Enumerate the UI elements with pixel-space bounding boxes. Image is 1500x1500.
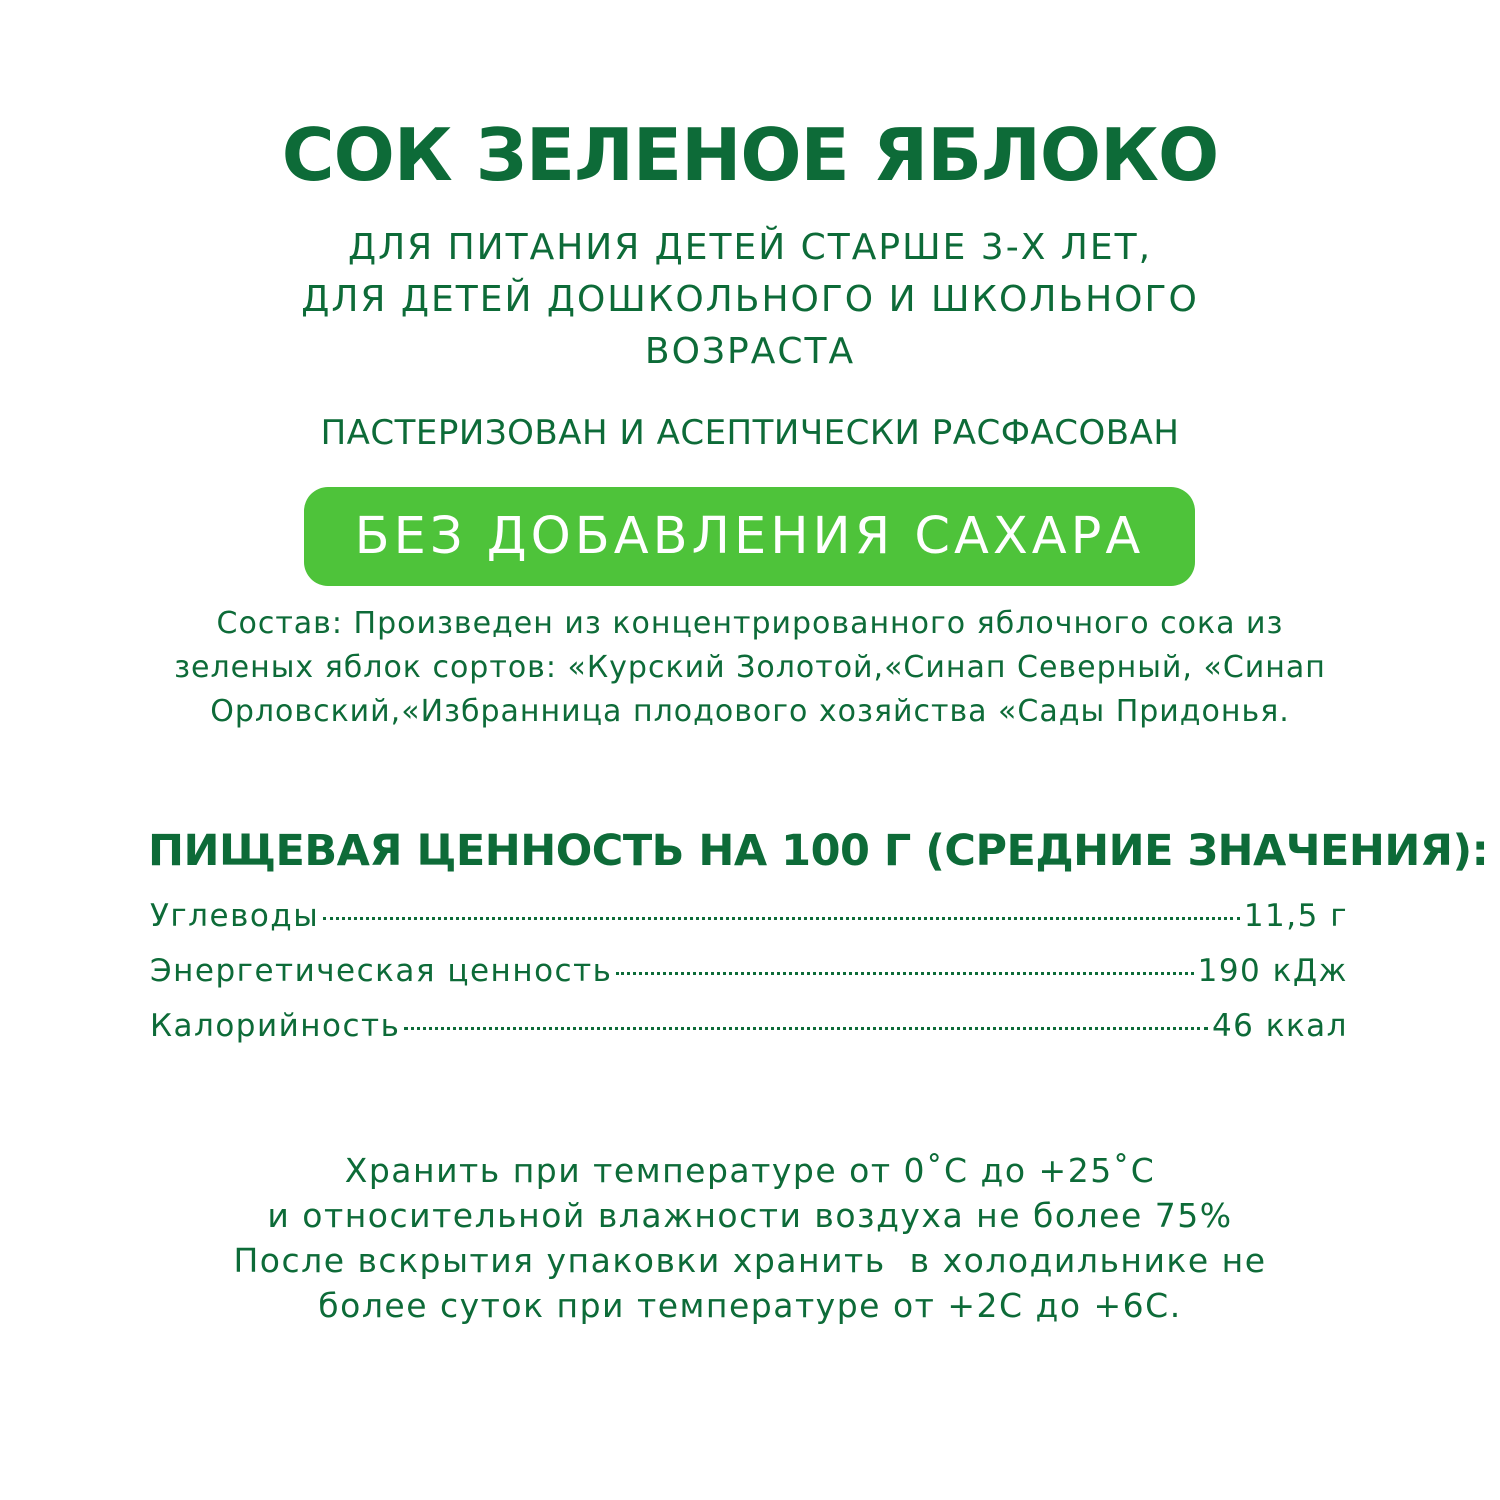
nutrition-heading: ПИЩЕВАЯ ЦЕННОСТЬ НА 100 Г (СРЕДНИЕ ЗНАЧЕНИЯ): xyxy=(148,826,1489,876)
nutrition-row-calories xyxy=(150,1008,1348,1063)
nutrition-value: 46 ккал xyxy=(1211,1008,1348,1044)
age-description-line: ДЛЯ ПИТАНИЯ ДЕТЕЙ СТАРШЕ 3-Х ЛЕТ, xyxy=(347,227,1153,268)
age-description-line: ВОЗРАСТА xyxy=(644,331,856,372)
storage-instructions xyxy=(0,1148,1500,1328)
dot-leader xyxy=(323,917,1240,920)
product-title: СОК ЗЕЛЕНОЕ ЯБЛОКО xyxy=(281,113,1219,197)
nutrition-list xyxy=(150,898,1348,1063)
no-sugar-badge xyxy=(304,487,1195,586)
storage-line: Хранить при температуре от 0˚С до +25˚С xyxy=(344,1151,1156,1190)
storage-line: и относительной влажности воздуха не более 75% xyxy=(267,1196,1233,1235)
composition-line: Состав: Произведен из концентрированного яблочного сока из xyxy=(216,606,1284,641)
nutrition-label: Калорийность xyxy=(150,1008,401,1044)
pasteurized-note: ПАСТЕРИЗОВАН И АСЕПТИЧЕСКИ РАСФАСОВАН xyxy=(320,413,1180,453)
no-sugar-badge-label: БЕЗ ДОБАВЛЕНИЯ САХАРА xyxy=(354,507,1145,566)
nutrition-label: Углеводы xyxy=(150,898,320,934)
nutrition-row-carbs xyxy=(150,898,1348,953)
nutrition-row-energy xyxy=(150,953,1348,1008)
storage-line: более суток при температуре от +2С до +6С. xyxy=(318,1286,1182,1325)
nutrition-label: Энергетическая ценность xyxy=(150,953,613,989)
age-description xyxy=(0,222,1500,378)
nutrition-value: 11,5 г xyxy=(1243,898,1348,934)
storage-line: После вскрытия упаковки хранить в холодильнике не xyxy=(233,1241,1267,1280)
age-description-line: ДЛЯ ДЕТЕЙ ДОШКОЛЬНОГО И ШКОЛЬНОГО xyxy=(301,279,1199,320)
nutrition-value: 190 кДж xyxy=(1197,953,1348,989)
dot-leader xyxy=(616,972,1193,975)
dot-leader xyxy=(404,1027,1208,1030)
composition-text xyxy=(0,602,1500,734)
composition-line: Орловский,«Избранница плодового хозяйства «Сады Придонья. xyxy=(210,694,1290,729)
composition-line: зеленых яблок сортов: «Курский Золотой,«Синап Северный, «Синап xyxy=(174,650,1326,685)
